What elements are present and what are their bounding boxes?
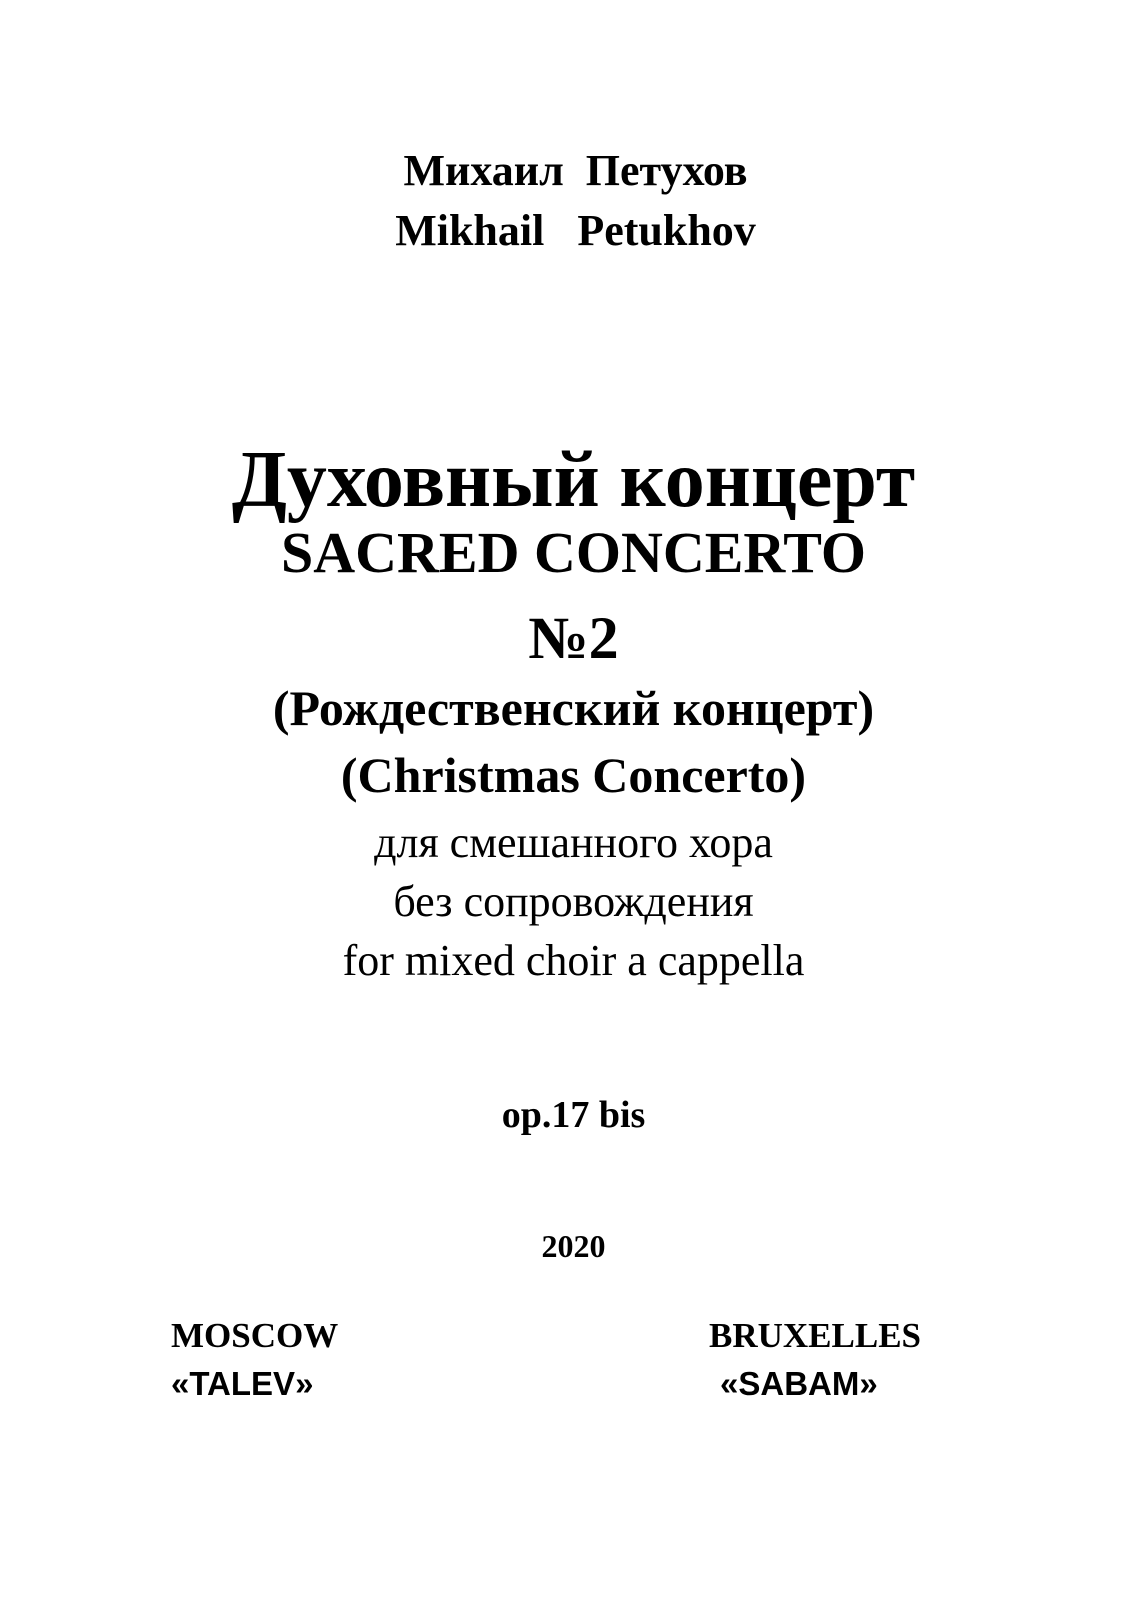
publisher-left-city: MOSCOW [171,1316,339,1355]
author-name-ru: Михаил Петухов [403,146,748,195]
work-subtitle-en: (Christmas Concerto) [340,747,807,803]
publisher-right-name: «SABAM» [720,1365,878,1402]
work-title-en: SACRED CONCERTO [280,520,867,585]
publication-year: 2020 [541,1228,606,1264]
publisher-left-name: «TALEV» [171,1365,314,1402]
instrumentation-line-1: для смешанного хора [374,818,773,867]
opus-number: op.17 bis [501,1094,646,1136]
instrumentation-line-3: for mixed choir a cappella [342,936,805,985]
work-subtitle-ru: (Рождественский концерт) [272,680,875,736]
instrumentation-line-2: без сопровождения [393,877,754,926]
work-number: №2 [528,605,619,671]
work-title-ru: Духовный концерт [231,436,916,524]
author-name-en: Mikhail Petukhov [395,206,756,255]
publisher-right-city: BRUXELLES [709,1316,922,1355]
